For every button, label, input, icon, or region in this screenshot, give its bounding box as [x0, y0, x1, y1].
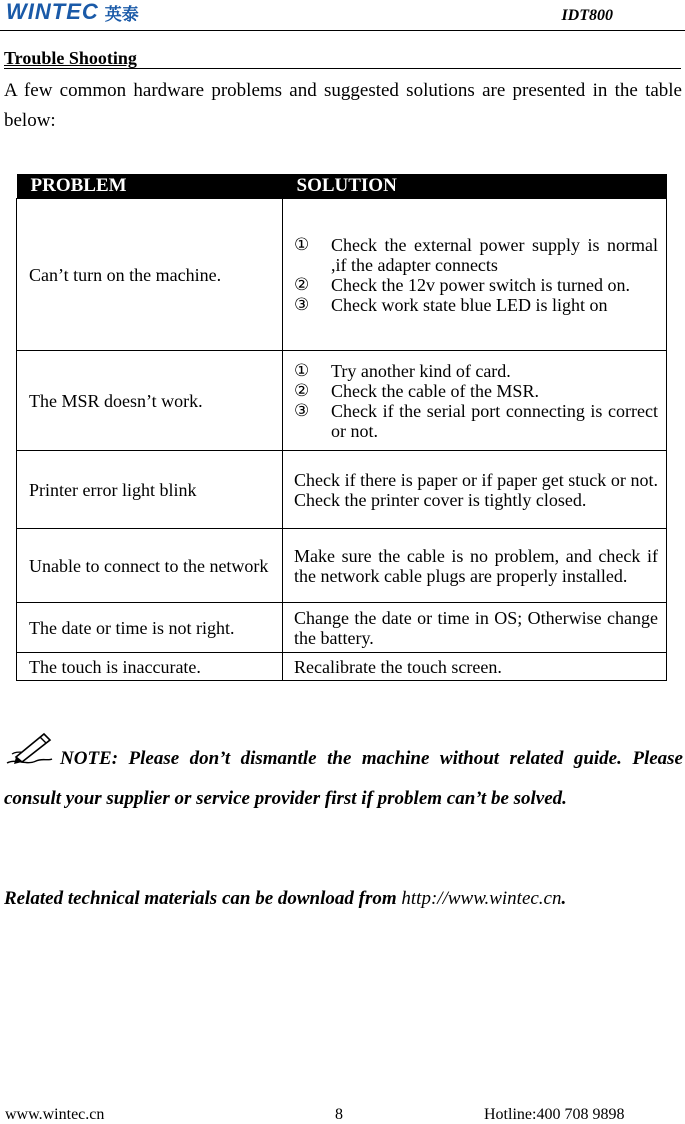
- solution-cell: [283, 199, 667, 351]
- related-materials: [4, 884, 566, 914]
- solution-step: ② Check the 12v power switch is turned on.: [294, 274, 630, 295]
- related-lead: Related technical materials can be download from: [4, 888, 397, 909]
- solution-step: ③ Check work state blue LED is light on: [294, 294, 608, 315]
- problem-cell: Printer error light blink: [17, 451, 283, 529]
- solution-cell: Check if there is paper or if paper get stuck or not. Check the printer cover is tightly closed.: [283, 451, 667, 529]
- table-row: [17, 351, 667, 451]
- table-row: [17, 603, 667, 653]
- column-header-problem: PROBLEM: [17, 174, 283, 199]
- solution-step: ③ Check if the serial port connecting is correct or not.: [294, 400, 658, 441]
- solution-cell: Recalibrate the touch screen.: [283, 653, 667, 681]
- troubleshooting-table: [16, 174, 667, 681]
- pencil-note-icon: [4, 730, 54, 768]
- problem-cell: The date or time is not right.: [17, 603, 283, 653]
- page-header: [0, 0, 685, 31]
- solution-cell: Make sure the cable is no problem, and check if the network cable plugs are properly installed.: [283, 529, 667, 603]
- footer-website: www.wintec.cn: [5, 1106, 105, 1123]
- solution-step: ① Check the external power supply is normal ,if the adapter connects: [294, 234, 658, 275]
- intro-paragraph: A few common hardware problems and suggested solutions are presented in the table below:: [4, 80, 682, 131]
- column-header-solution: SOLUTION: [283, 174, 667, 199]
- table-row: [17, 529, 667, 603]
- related-link[interactable]: http://www.wintec.cn: [401, 888, 562, 909]
- solution-step: ① Try another kind of card.: [294, 360, 511, 381]
- note-text: NOTE: Please don’t dismantle the machine without related guide. Please consult your supplier or service provider first if problem can’t be solved.: [4, 748, 683, 809]
- footer-page-number: 8: [335, 1106, 343, 1123]
- table-row: [17, 653, 667, 681]
- table-row: [17, 199, 667, 351]
- footer-hotline: Hotline:400 708 9898: [484, 1106, 625, 1123]
- problem-cell: Can’t turn on the machine.: [17, 199, 283, 351]
- section-title: Trouble Shooting: [4, 48, 681, 69]
- related-end: .: [561, 888, 567, 909]
- note-paragraph: [4, 730, 683, 819]
- logo-text: WINTEC: [6, 0, 99, 24]
- model-name: IDT800: [561, 7, 613, 24]
- solution-step: ② Check the cable of the MSR.: [294, 380, 539, 401]
- problem-cell: The MSR doesn’t work.: [17, 351, 283, 451]
- problem-cell: Unable to connect to the network: [17, 529, 283, 603]
- table-header-row: [17, 174, 667, 199]
- solution-cell: [283, 351, 667, 451]
- problem-cell: The touch is inaccurate.: [17, 653, 283, 681]
- table-row: [17, 451, 667, 529]
- wintec-logo: [6, 1, 139, 23]
- solution-cell: Change the date or time in OS; Otherwise change the battery.: [283, 603, 667, 653]
- logo-cjk-text: 英泰: [104, 4, 139, 25]
